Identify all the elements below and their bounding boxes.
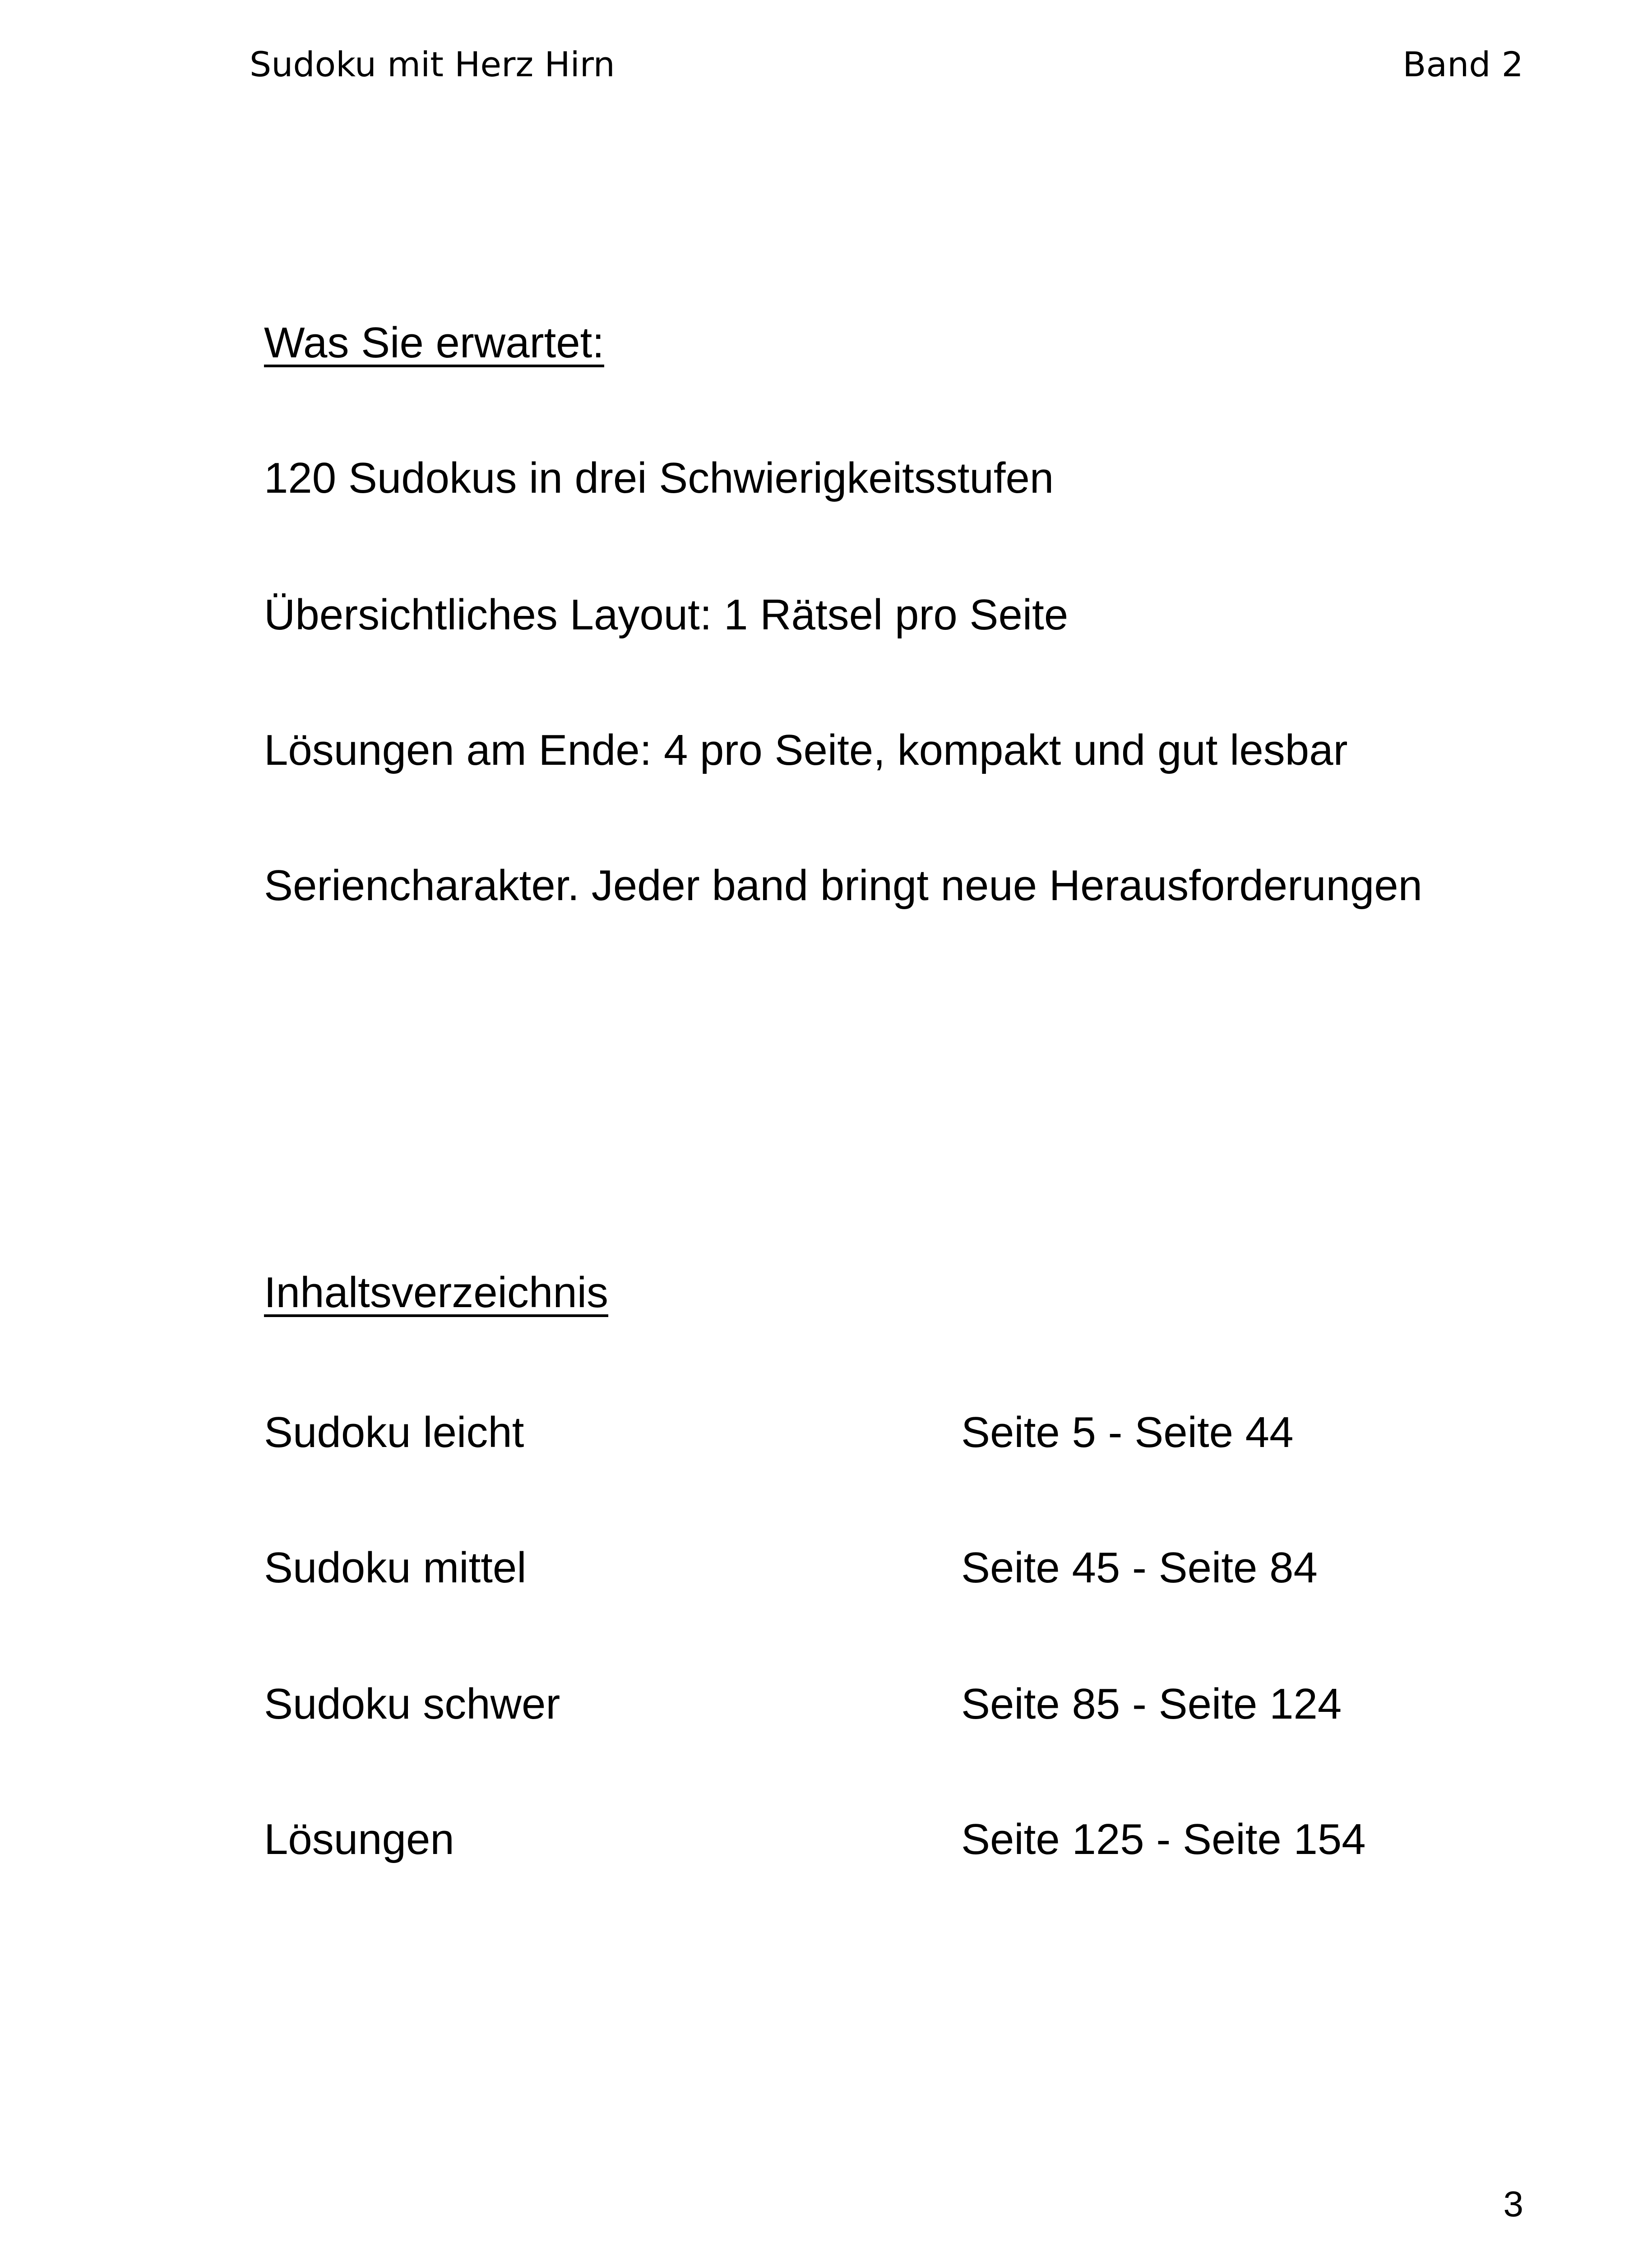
toc-entry-pages: Seite 45 - Seite 84: [961, 1544, 1318, 1592]
toc-entry-label: Sudoku schwer: [264, 1680, 560, 1728]
intro-heading: Was Sie erwartet:: [264, 319, 604, 367]
book-title: Sudoku mit Herz Hirn: [250, 44, 615, 84]
toc-entry-pages: Seite 85 - Seite 124: [961, 1680, 1342, 1728]
intro-item: Lösungen am Ende: 4 pro Seite, kompakt und gut lesbar: [264, 726, 1348, 774]
toc-entry-label: Sudoku mittel: [264, 1544, 527, 1592]
toc-entry-pages: Seite 5 - Seite 44: [961, 1408, 1294, 1456]
page-number: 3: [1503, 2184, 1523, 2224]
page-header: [0, 0, 1652, 135]
toc-entry: [264, 1675, 1527, 1734]
toc-entry-label: Lösungen: [264, 1815, 454, 1863]
toc-entry: [264, 1403, 1527, 1462]
intro-item: Seriencharakter. Jeder band bringt neue Herausforderungen: [264, 861, 1423, 910]
intro-item: Übersichtliches Layout: 1 Rätsel pro Seite: [264, 591, 1069, 639]
toc-entry-label: Sudoku leicht: [264, 1408, 524, 1456]
toc-heading: Inhaltsverzeichnis: [264, 1268, 609, 1317]
toc-entry: [264, 1810, 1527, 1869]
volume-label: Band 2: [1402, 44, 1523, 84]
toc-entry-pages: Seite 125 - Seite 154: [961, 1815, 1366, 1863]
toc-entry: [264, 1539, 1527, 1597]
intro-item: 120 Sudokus in drei Schwierigkeitsstufen: [264, 454, 1054, 502]
